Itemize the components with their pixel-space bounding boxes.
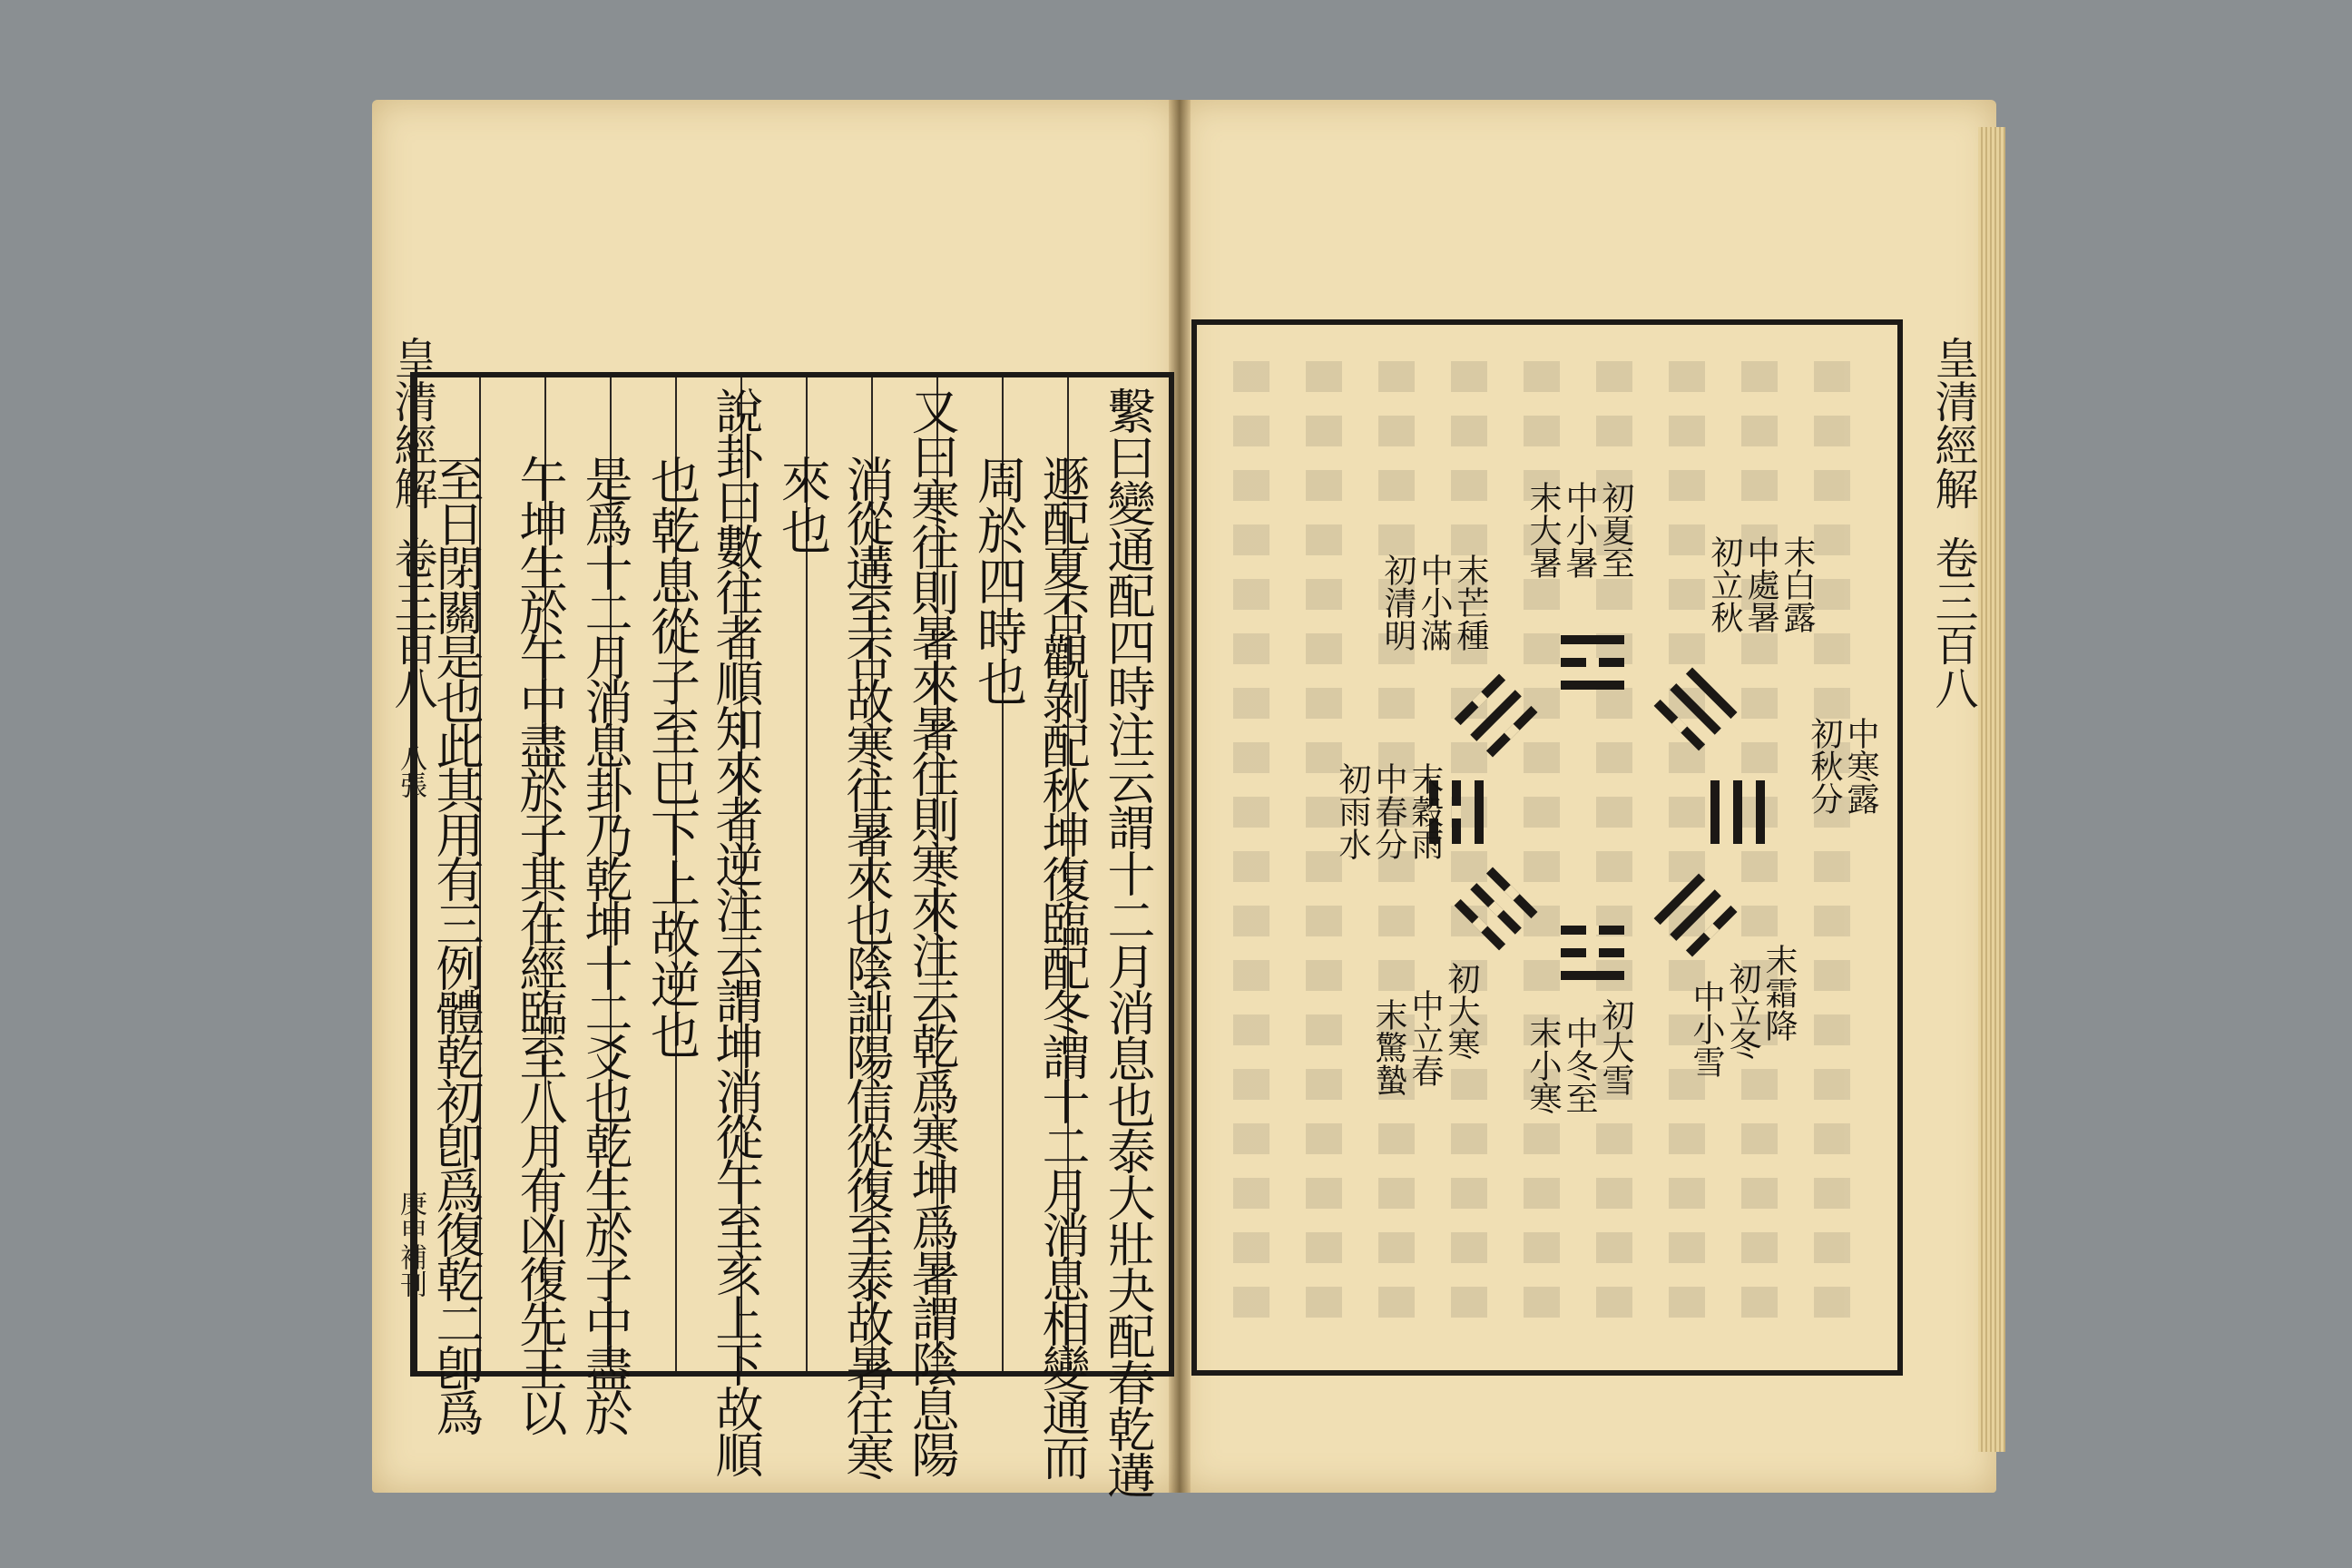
text-column-11: 至日閉關是也此其用有三例體乾初卽爲復乾二卽爲 xyxy=(428,455,484,1433)
bagua-diagram xyxy=(1325,454,1887,1198)
text-column-2: 遯配夏否觀剝配秋坤復臨配冬謂十二月消息相變通而 xyxy=(1034,455,1090,1477)
left-text-frame xyxy=(410,372,1174,1497)
term-label: 中小滿 xyxy=(1416,554,1453,652)
term-label: 初立冬 xyxy=(1724,962,1761,1060)
trigram-top-left xyxy=(1448,668,1538,758)
trigram-bottom xyxy=(1561,926,1624,989)
term-label: 中小雪 xyxy=(1688,980,1725,1078)
trigram-top-right xyxy=(1648,668,1738,758)
right-edge-title: 皇清經解 xyxy=(1927,336,1978,510)
term-label: 末大暑 xyxy=(1524,481,1562,579)
term-label: 末芒種 xyxy=(1452,554,1489,652)
text-column-1: 繫曰變通配四時注云謂十二月消息也泰大壯夬配春乾遘 xyxy=(1100,387,1155,1497)
term-label: 初清明 xyxy=(1379,554,1416,652)
text-column-6: 來也 xyxy=(773,455,831,556)
text-column-8: 也乾息從子至巳下上故逆也 xyxy=(642,455,701,1061)
term-label: 末穀雨 xyxy=(1406,762,1444,860)
term-label: 中處暑 xyxy=(1742,535,1779,633)
trigram-bottom-right xyxy=(1648,867,1738,957)
term-label: 初立秋 xyxy=(1706,535,1743,633)
term-label: 初夏至 xyxy=(1597,481,1634,579)
term-label: 中立春 xyxy=(1406,989,1444,1087)
term-label: 末白露 xyxy=(1779,535,1816,633)
term-label: 中小暑 xyxy=(1561,481,1598,579)
text-column-4: 又曰寒往則暑來暑往則寒來注云乾爲寒坤爲暑謂陰息陽 xyxy=(904,387,959,1475)
right-edge-volume: 卷三百八 xyxy=(1927,535,1978,710)
left-edge-volume: 卷三百八 xyxy=(387,535,437,710)
term-label: 初大寒 xyxy=(1443,962,1480,1060)
term-label: 中春分 xyxy=(1370,762,1407,860)
term-label: 初秋分 xyxy=(1806,717,1843,815)
trigram-top xyxy=(1561,635,1624,699)
trigram-right xyxy=(1701,780,1765,844)
text-column-10: 午坤生於午中盡於子其在經臨至八月有凶復先王以 xyxy=(512,455,567,1433)
text-column-7: 說卦曰數往者順知來者逆注云謂坤消從午至亥上下故順 xyxy=(708,387,763,1475)
left-edge-bottom: 庚申補刊 xyxy=(395,1189,426,1298)
term-label: 末霜降 xyxy=(1760,944,1798,1042)
page-edges xyxy=(1978,127,2005,1452)
text-column-5: 消從遘至否故寒往暑來也陰詘陽信從復至泰故暑往寒 xyxy=(838,455,894,1477)
term-label: 中冬至 xyxy=(1561,1016,1598,1114)
term-label: 末驚蟄 xyxy=(1370,998,1407,1096)
term-label: 初大雪 xyxy=(1597,998,1634,1096)
left-edge-title: 皇清經解 xyxy=(387,336,437,510)
left-edge-leaf: 八張 xyxy=(395,744,426,799)
trigram-bottom-left xyxy=(1448,867,1538,957)
text-column-3: 周於四時也 xyxy=(969,455,1027,707)
term-label: 末小寒 xyxy=(1524,1016,1562,1114)
term-label: 初雨水 xyxy=(1334,762,1371,860)
text-column-9: 是爲十二月消息卦乃乾坤十二爻也乾生於子中盡於 xyxy=(577,455,632,1433)
term-label: 中寒露 xyxy=(1842,717,1879,815)
